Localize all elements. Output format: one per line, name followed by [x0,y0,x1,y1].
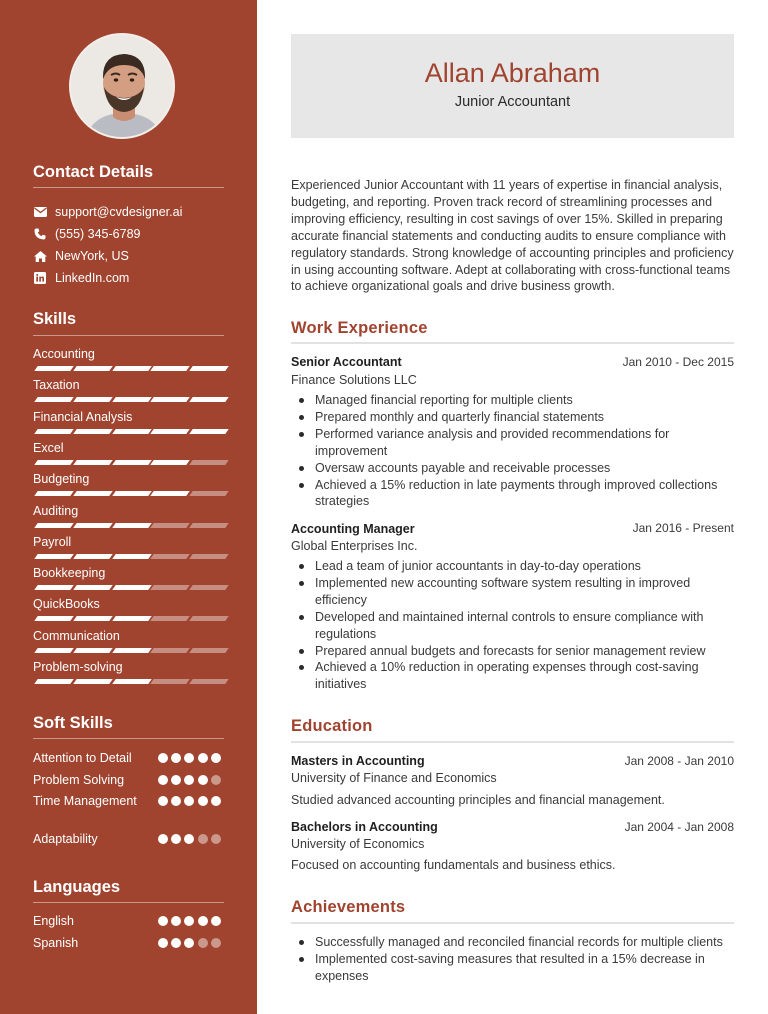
skill-segment-filled [73,616,113,621]
rating-dot-filled [158,753,168,763]
rating-dots [158,938,224,948]
rating-dots [158,775,224,785]
contact-email[interactable] [33,203,182,221]
skill-segment-filled [73,585,113,590]
skill-row [33,504,224,519]
list-item: Lead a team of junior accountants in day-to-day operations [315,558,725,575]
rating-dot-filled [171,916,181,926]
skill-segment-filled [151,429,191,434]
skill-label: Taxation [33,378,80,393]
rating-dot-filled [171,796,181,806]
skill-segment-filled [34,523,74,528]
list-item: Implemented cost-saving measures that resulted in a 15% decrease in expenses [315,951,725,985]
skill-segment-empty [189,648,229,653]
contact-location-text: NewYork, US [55,249,129,263]
list-item: Oversaw accounts payable and receivable processes [315,460,725,477]
soft-skill-row [33,772,224,788]
skill-row [33,410,224,425]
soft-skill-row-label: Attention to Detail [33,751,132,765]
skill-row [33,566,224,581]
candidate-name: Allan Abraham [424,58,601,88]
skill-row [33,472,224,487]
skill-segment-filled [112,679,152,684]
contact-divider [33,187,224,188]
rating-dot-filled [211,796,221,806]
skill-segment-empty [151,679,191,684]
skill-segment-empty [189,523,229,528]
candidate-title: Junior Accountant [454,94,571,110]
list-item: Developed and maintained internal controls to ensure compliance with regulations [315,609,725,643]
degree-title: Masters in Accounting [291,754,425,768]
degree-note: Focused on accounting fundamentals and business ethics. [291,858,616,872]
skill-segment-filled [112,616,152,621]
language-row [33,935,224,951]
skill-segment-empty [189,679,229,684]
rating-dot-filled [198,775,208,785]
list-item: Successfully managed and reconciled financial records for multiple clients [315,934,725,951]
achievements-heading: Achievements [291,898,406,916]
skill-label: Accounting [33,347,95,361]
rating-dot-filled [158,796,168,806]
job-title: Accounting Manager [291,522,415,536]
skill-segment-empty [189,616,229,621]
rating-dot-filled [184,938,194,948]
contact-phone-text: (555) 345-6789 [55,227,141,241]
skill-segment-filled [34,397,74,402]
rating-dot-filled [184,775,194,785]
contact-location [33,247,129,265]
contact-linkedin-text: LinkedIn.com [55,271,130,285]
rating-dot-filled [158,916,168,926]
job-company: Finance Solutions LLC [291,373,417,387]
job-bullets [315,392,725,510]
skill-segment-filled [112,460,152,465]
skill-segment-filled [73,366,113,371]
skill-segment-filled [151,491,191,496]
rating-dot-filled [184,916,194,926]
skill-segment-filled [34,616,74,621]
skill-segment-filled [112,585,152,590]
skill-segment-filled [73,554,113,559]
rating-dot-filled [171,775,181,785]
skill-level-bar [33,585,224,590]
skill-row [33,441,224,456]
rating-dot-filled [184,834,194,844]
skill-segment-filled [34,554,74,559]
skill-segment-filled [112,554,152,559]
soft-skill-row [33,750,224,766]
rating-dot-empty [198,834,208,844]
skill-segment-filled [189,429,229,434]
skill-level-bar [33,491,224,496]
work-divider [291,342,734,344]
skill-level-bar [33,554,224,559]
job-dates: Jan 2016 - Present [632,521,734,535]
rating-dot-empty [198,938,208,948]
skill-segment-filled [189,397,229,402]
skill-segment-empty [189,491,229,496]
contact-phone[interactable] [33,225,140,243]
achievements-divider [291,922,734,924]
skill-row [33,347,224,362]
skill-level-bar [33,397,224,402]
language-row [33,913,224,929]
list-item: Achieved a 10% reduction in operating expenses through cost-saving initiatives [315,659,725,693]
list-item: Achieved a 15% reduction in late payments through improved collections strategies [315,477,725,511]
skills-heading: Skills [33,310,77,328]
skill-segment-filled [73,491,113,496]
skill-segment-empty [151,616,191,621]
rating-dot-filled [211,753,221,763]
rating-dots [158,834,224,844]
home-icon [33,249,47,263]
list-item: Implemented new accounting software system resulting in improved efficiency [315,575,725,609]
skill-label: Auditing [33,503,79,518]
envelope-icon [33,205,47,219]
language-row-label: English [33,914,74,928]
skill-segment-empty [151,585,191,590]
sidebar [0,0,257,1014]
rating-dot-filled [198,916,208,926]
school-name: University of Economics [291,837,425,851]
skill-level-bar [33,429,224,434]
skill-segment-filled [151,460,191,465]
skill-row [33,535,224,550]
name-header [291,34,734,138]
languages-heading: Languages [33,878,121,896]
skill-segment-filled [73,397,113,402]
skill-row [33,597,224,612]
skill-segment-empty [151,523,191,528]
degree-note: Studied advanced accounting principles and financial management. [291,793,665,807]
skill-label: Excel [33,440,64,455]
soft-skill-row [33,793,224,809]
degree-dates: Jan 2008 - Jan 2010 [624,754,734,768]
education-heading: Education [291,717,373,735]
rating-dot-empty [211,938,221,948]
skill-level-bar [33,648,224,653]
profile-summary: Experienced Junior Accountant with 11 years of expertise in financial analysis, budgeting, and reporting. Proven track record of streamlining processes and improving efficiency, resulting in cost savings of over 15%. Skilled in preparing accurate financial statements and conducting audits to ensure compliance with regulatory standards. Strong knowledge of accounting principles and proficiency in using accounting software. Adept at collaborating with cross-functional teams to achieve organizational goals and drive business growth. [291,178,734,294]
rating-dots [158,796,224,806]
skill-segment-filled [73,429,113,434]
skill-segment-filled [112,491,152,496]
rating-dot-empty [211,775,221,785]
skill-segment-filled [34,585,74,590]
rating-dot-filled [158,834,168,844]
contact-heading: Contact Details [33,163,154,181]
achievement-bullets [315,934,725,985]
education-divider [291,741,734,743]
avatar [69,33,175,139]
skill-label: Financial Analysis [33,409,133,424]
skill-segment-empty [151,554,191,559]
degree-title: Bachelors in Accounting [291,820,438,834]
skill-segment-filled [112,429,152,434]
skill-level-bar [33,616,224,621]
skill-segment-filled [34,648,74,653]
skill-segment-empty [189,554,229,559]
main-content [257,0,768,1014]
skill-segment-empty [189,585,229,590]
work-heading: Work Experience [291,319,428,337]
skills-divider [33,335,224,336]
skill-label: Payroll [33,534,72,549]
job-bullets [315,558,725,693]
skill-level-bar [33,679,224,684]
skill-segment-filled [73,648,113,653]
skill-segment-filled [112,523,152,528]
skill-label: Communication [33,628,120,643]
skill-segment-filled [112,648,152,653]
school-name: University of Finance and Economics [291,771,497,785]
skill-level-bar [33,523,224,528]
rating-dots [158,916,224,926]
rating-dot-filled [158,938,168,948]
skill-segment-filled [34,679,74,684]
skill-label: QuickBooks [33,597,100,612]
list-item: Managed financial reporting for multiple clients [315,392,725,409]
skill-segment-filled [112,366,152,371]
skill-row [33,660,224,675]
skill-level-bar [33,460,224,465]
skill-segment-filled [73,679,113,684]
skill-segment-filled [34,460,74,465]
rating-dot-filled [198,753,208,763]
rating-dot-filled [198,796,208,806]
rating-dot-filled [184,753,194,763]
rating-dot-filled [184,796,194,806]
skill-segment-filled [34,429,74,434]
soft-skills-heading: Soft Skills [33,714,113,732]
language-row-label: Spanish [33,936,79,950]
skill-row [33,629,224,644]
soft-skills-divider [33,738,224,739]
soft-skill-row [33,831,224,847]
rating-dot-filled [171,753,181,763]
skill-segment-empty [151,648,191,653]
list-item: Prepared annual budgets and forecasts for senior management review [315,643,725,660]
degree-dates: Jan 2004 - Jan 2008 [624,820,734,834]
skill-segment-filled [34,366,74,371]
job-company: Global Enterprises Inc. [291,539,418,553]
list-item: Prepared monthly and quarterly financial statements [315,409,725,426]
list-item: Performed variance analysis and provided recommendations for improvement [315,426,725,460]
skill-segment-filled [73,523,113,528]
languages-divider [33,902,224,903]
skill-segment-filled [151,397,191,402]
skill-segment-empty [189,460,229,465]
skill-segment-filled [151,366,191,371]
rating-dot-filled [158,775,168,785]
soft-skill-row-label: Problem Solving [33,773,125,787]
linkedin-icon [33,271,47,285]
rating-dots [158,753,224,763]
contact-email-text: support@cvdesigner.ai [55,205,183,219]
contact-linkedin[interactable] [33,269,129,287]
job-title: Senior Accountant [291,355,402,369]
skill-label: Problem-solving [33,660,123,674]
skill-segment-filled [34,491,74,496]
skill-label: Budgeting [33,472,90,487]
phone-icon [33,227,47,241]
skill-segment-filled [73,460,113,465]
rating-dot-empty [211,834,221,844]
rating-dot-filled [171,834,181,844]
soft-skill-row-label: Adaptability [33,832,98,846]
rating-dot-filled [171,938,181,948]
soft-skill-row-label: Time Management [33,794,137,808]
portrait-image [71,35,175,139]
skill-level-bar [33,366,224,371]
skill-segment-filled [189,366,229,371]
skill-row [33,378,224,393]
job-dates: Jan 2010 - Dec 2015 [622,355,734,369]
skill-label: Bookkeeping [33,566,106,581]
rating-dot-filled [211,916,221,926]
skill-segment-filled [112,397,152,402]
